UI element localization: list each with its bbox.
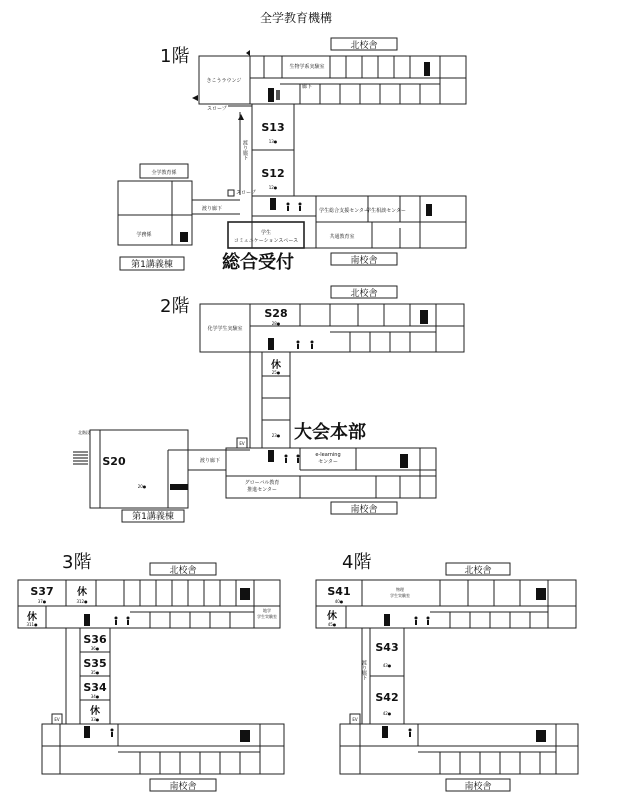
floor-3 xyxy=(18,552,284,792)
room-s13: S13 xyxy=(261,121,285,134)
floor-3-north-wing xyxy=(18,580,280,628)
floor-2 xyxy=(73,286,464,522)
bio-lab-label: 生物学系実験室 xyxy=(289,64,325,70)
room-s37: S37 xyxy=(30,585,54,598)
rest-mid-number: 33● xyxy=(90,717,100,722)
rest-room: 休 xyxy=(271,360,281,371)
floor-4 xyxy=(316,552,578,792)
floor-3-north-label: 北校舎 xyxy=(169,566,197,576)
floor-4-south-label: 南校舎 xyxy=(464,782,492,792)
arrow-icon xyxy=(192,95,198,101)
floor-4-north-label: 北校舎 xyxy=(464,566,492,576)
slope-label-side: スロープ xyxy=(236,190,256,196)
room-s12-number: 12● xyxy=(268,185,278,190)
room-s36-number: 36● xyxy=(90,646,100,651)
floor-1-south-label: 南校舎 xyxy=(350,256,378,266)
floor-2-south-label: 南校舎 xyxy=(350,505,378,515)
elearning-label-1: e-learning xyxy=(315,452,341,458)
phys-lab-label-2: 学生実験室 xyxy=(390,593,410,598)
room-s28: S28 xyxy=(264,307,288,320)
room-s35: S35 xyxy=(83,657,107,670)
rest-left-number: 311● xyxy=(26,622,38,627)
floor-1 xyxy=(118,38,466,273)
floor-4-label: 4階 xyxy=(342,552,372,573)
rest-mid: 休 xyxy=(90,706,100,717)
slope-label-top: スロープ xyxy=(207,106,227,112)
earth-lab-label-1: 地学 xyxy=(263,608,271,613)
earth-lab-label-2: 学生実験室 xyxy=(257,614,277,619)
room-s43-number: 43● xyxy=(382,663,392,668)
common-office-label: 全学教育係 xyxy=(151,170,177,176)
room-s28-number: 28● xyxy=(271,321,281,326)
room-s34: S34 xyxy=(83,681,107,694)
floor-2-ev-label: EV xyxy=(239,441,245,446)
floor-4-ev-label: EV xyxy=(352,717,358,722)
subject-room-label: 共通教育室 xyxy=(329,234,355,240)
comm-space-label-1: 学生 xyxy=(260,230,272,236)
passage-2-label: 渡り廊下 xyxy=(199,458,221,464)
floor-4-north-wing xyxy=(316,580,576,628)
lounge-label: きこうラウンジ xyxy=(206,78,242,84)
floor-4-rest: 休 xyxy=(327,611,337,622)
stairs-label: 北階段 xyxy=(78,430,90,435)
phys-lab-label-1: 物理 xyxy=(396,587,404,592)
floor-1-north-label: 北校舎 xyxy=(350,41,378,51)
room-s43: S43 xyxy=(375,641,399,654)
reception-label: 総合受付 xyxy=(222,252,294,273)
map-title: 全学教育機構 xyxy=(259,11,333,25)
student-room-label: 学務係 xyxy=(136,232,152,238)
comm-space-label-2: コミュニケーションスペース xyxy=(233,238,299,244)
room-s37-number: 37● xyxy=(37,599,47,604)
elearning-label-2: センター xyxy=(318,459,338,465)
room-s20: S20 xyxy=(102,455,126,468)
room-s36: S36 xyxy=(83,633,107,646)
room-23-number: 23● xyxy=(271,433,281,438)
room-s20-number: 20● xyxy=(137,484,147,489)
floor-2-lecture-building xyxy=(90,430,188,508)
chem-lab-label: 化学学生実験室 xyxy=(207,326,243,332)
rest-top: 休 xyxy=(77,587,87,598)
global-label-2: 推進センター xyxy=(247,487,277,493)
room-s41-number: 40● xyxy=(334,599,344,604)
room-s34-number: 34● xyxy=(90,694,100,699)
floor-3-label: 3階 xyxy=(62,552,92,573)
info-center-label: 学生相談センター xyxy=(366,208,406,214)
passage-label: 渡り廊下 xyxy=(201,206,223,212)
rest-top-number: 312● xyxy=(76,599,88,604)
floor-3-south-label: 南校舎 xyxy=(169,782,197,792)
floor-4-rest-number: 45● xyxy=(327,622,337,627)
rest-room-number: 25● xyxy=(271,370,281,375)
passage-vertical-label: 渡り廊下 xyxy=(242,140,248,160)
support-center-label: 学生総合支援センター xyxy=(319,208,369,214)
corridor-label: 廊下 xyxy=(301,84,313,90)
floor-1-label: 1階 xyxy=(160,46,190,67)
floor-3-ev-label: EV xyxy=(54,717,60,722)
floor-2-label: 2階 xyxy=(160,296,190,317)
rest-left: 休 xyxy=(27,612,37,623)
floor-2-lecture-label: 第1講義棟 xyxy=(132,512,174,522)
floor-4-corridor-label: 渡り廊下 xyxy=(361,660,367,680)
hq-label: 大会本部 xyxy=(294,422,366,443)
room-s41: S41 xyxy=(327,585,351,598)
floor-1-lecture-label: 第1講義棟 xyxy=(131,260,173,270)
floor-2-north-label: 北校舎 xyxy=(350,289,378,299)
entrance-arrow-icon xyxy=(246,50,250,56)
room-s42-number: 42● xyxy=(382,711,392,716)
room-s42: S42 xyxy=(375,691,399,704)
room-s12: S12 xyxy=(261,167,285,180)
global-label-1: グローバル教育 xyxy=(244,480,280,486)
room-s13-number: 13● xyxy=(268,139,278,144)
up-arrow-icon xyxy=(238,114,244,120)
room-s35-number: 35● xyxy=(90,670,100,675)
